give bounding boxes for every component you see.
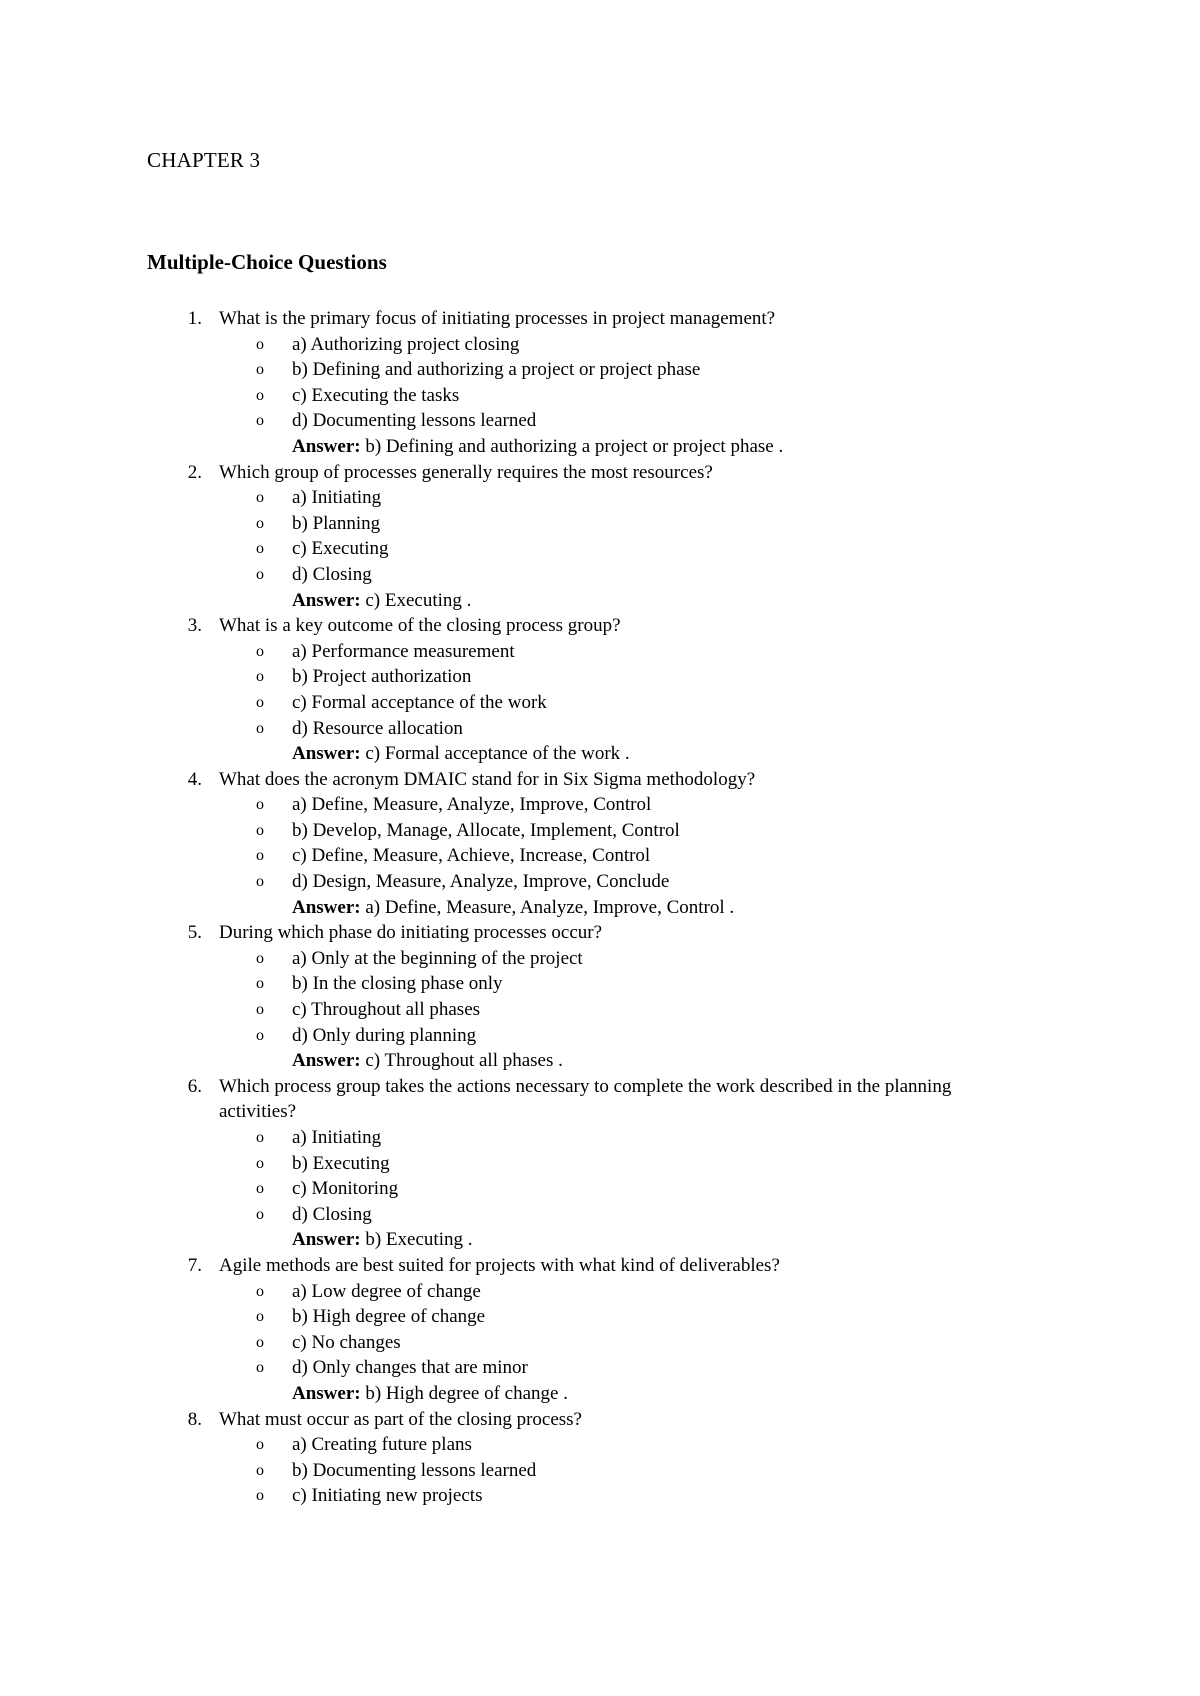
question-number: 1.	[187, 308, 202, 329]
hollow-bullet-icon: o	[256, 514, 264, 532]
option-list	[0, 792, 1200, 894]
hollow-bullet-icon: o	[256, 565, 264, 583]
option-text: c) Executing the tasks	[292, 384, 460, 406]
question-item	[0, 1407, 1200, 1509]
hollow-bullet-icon: o	[256, 1205, 264, 1223]
option-item	[0, 843, 1200, 869]
option-item	[0, 716, 1200, 742]
answer-line	[292, 588, 1200, 614]
answer-line	[292, 1048, 1200, 1074]
option-text: c) Throughout all phases	[292, 999, 481, 1021]
hollow-bullet-icon: o	[256, 1308, 264, 1326]
option-item	[0, 1355, 1200, 1381]
question-item	[0, 1074, 1200, 1253]
option-text: a) Define, Measure, Analyze, Improve, Control	[292, 794, 652, 816]
answer-text: b) High degree of change .	[360, 1382, 568, 1404]
answer-label: Answer:	[292, 896, 361, 918]
option-text: c) Monitoring	[292, 1178, 399, 1200]
hollow-bullet-icon: o	[256, 1461, 264, 1479]
chapter-title: CHAPTER 3	[147, 148, 261, 172]
option-text: b) Develop, Manage, Allocate, Implement, Control	[292, 819, 680, 841]
option-item	[0, 690, 1200, 716]
option-text: c) Define, Measure, Achieve, Increase, Control	[292, 845, 651, 867]
option-item	[0, 946, 1200, 972]
option-item	[0, 1202, 1200, 1228]
option-list	[0, 1279, 1200, 1381]
answer-line	[292, 434, 1200, 460]
question-number: 2.	[187, 461, 202, 483]
option-text: b) Planning	[292, 512, 381, 534]
hollow-bullet-icon: o	[256, 693, 264, 711]
option-item	[0, 1458, 1200, 1484]
question-text: What does the acronym DMAIC stand for in Six Sigma methodology?	[219, 768, 756, 790]
option-item	[0, 357, 1200, 383]
question-item	[0, 613, 1200, 767]
answer-text: a) Define, Measure, Analyze, Improve, Control .	[360, 896, 735, 918]
option-text: b) Documenting lessons learned	[292, 1459, 537, 1481]
option-item	[0, 562, 1200, 588]
option-item	[0, 1176, 1200, 1202]
question-text: Agile methods are best suited for projects with what kind of deliverables?	[219, 1254, 780, 1276]
hollow-bullet-icon: o	[256, 361, 264, 379]
hollow-bullet-icon: o	[256, 949, 264, 967]
hollow-bullet-icon: o	[256, 847, 264, 865]
hollow-bullet-icon: o	[256, 1436, 264, 1454]
answer-line	[292, 741, 1200, 767]
option-text: a) Performance measurement	[292, 640, 515, 662]
option-text: a) Low degree of change	[292, 1280, 481, 1302]
answer-label: Answer:	[292, 1382, 361, 1404]
option-text: a) Creating future plans	[292, 1434, 472, 1456]
option-text: b) High degree of change	[292, 1306, 486, 1328]
option-item	[0, 818, 1200, 844]
option-text: d) Design, Measure, Analyze, Improve, Conclude	[292, 871, 670, 893]
option-item	[0, 1151, 1200, 1177]
hollow-bullet-icon: o	[256, 489, 264, 507]
option-item	[0, 1432, 1200, 1458]
question-number: 8.	[187, 1408, 202, 1430]
hollow-bullet-icon: o	[256, 1487, 264, 1505]
answer-label: Answer:	[292, 1229, 361, 1251]
option-list	[0, 332, 1200, 434]
question-text: Which process group takes the actions necessary to complete the work described in the planning activities?	[219, 1075, 952, 1123]
hollow-bullet-icon: o	[256, 1154, 264, 1172]
answer-text: c) Throughout all phases .	[360, 1050, 563, 1072]
answer-label: Answer:	[292, 1050, 361, 1072]
question-item	[0, 920, 1200, 1074]
question-text: What is a key outcome of the closing process group?	[219, 615, 621, 637]
hollow-bullet-icon: o	[256, 1333, 264, 1351]
option-text: d) Documenting lessons learned	[292, 410, 537, 432]
option-text: b) Defining and authorizing a project or project phase	[292, 359, 701, 381]
option-item	[0, 792, 1200, 818]
question-number: 6.	[187, 1075, 202, 1097]
option-list	[0, 946, 1200, 1048]
hollow-bullet-icon: o	[256, 1129, 264, 1146]
question-text: Which group of processes generally requires the most resources?	[219, 461, 713, 483]
answer-line	[292, 1227, 1200, 1253]
option-text: a) Only at the beginning of the project	[292, 947, 583, 969]
question-number: 5.	[187, 922, 202, 944]
hollow-bullet-icon: o	[256, 642, 264, 660]
option-item	[0, 383, 1200, 409]
option-item	[0, 408, 1200, 434]
option-text: b) In the closing phase only	[292, 973, 503, 995]
answer-text: b) Executing .	[360, 1229, 473, 1251]
hollow-bullet-icon: o	[256, 873, 264, 891]
answer-text: c) Formal acceptance of the work .	[360, 743, 630, 765]
hollow-bullet-icon: o	[256, 1001, 264, 1019]
section-title: Multiple-Choice Questions	[147, 250, 387, 274]
hollow-bullet-icon: o	[256, 412, 264, 430]
option-item	[0, 536, 1200, 562]
question-text: What must occur as part of the closing process?	[219, 1408, 582, 1430]
hollow-bullet-icon: o	[256, 975, 264, 993]
option-item	[0, 664, 1200, 690]
option-text: c) No changes	[292, 1331, 401, 1353]
option-item	[0, 1483, 1200, 1509]
answer-line	[292, 1381, 1200, 1407]
option-item	[0, 511, 1200, 537]
option-item	[0, 639, 1200, 665]
option-text: c) Executing	[292, 538, 389, 560]
option-text: d) Only changes that are minor	[292, 1357, 528, 1379]
hollow-bullet-icon: o	[256, 719, 264, 737]
option-list	[0, 639, 1200, 741]
hollow-bullet-icon: o	[256, 1359, 264, 1377]
hollow-bullet-icon: o	[256, 796, 264, 814]
question-item	[0, 1253, 1200, 1407]
hollow-bullet-icon: o	[256, 540, 264, 558]
option-text: a) Initiating	[292, 487, 382, 509]
hollow-bullet-icon: o	[256, 821, 264, 839]
question-number: 7.	[187, 1254, 202, 1276]
option-text: d) Resource allocation	[292, 717, 463, 739]
option-item	[0, 1304, 1200, 1330]
question-item	[0, 767, 1200, 921]
answer-text: c) Executing .	[360, 589, 472, 611]
question-text: What is the primary focus of initiating processes in project management?	[219, 308, 776, 329]
answer-label: Answer:	[292, 435, 361, 457]
answer-label: Answer:	[292, 589, 361, 611]
option-text: a) Initiating	[292, 1127, 382, 1148]
option-list	[0, 1125, 1200, 1227]
answer-line	[292, 895, 1200, 921]
option-item	[0, 1023, 1200, 1049]
hollow-bullet-icon: o	[256, 668, 264, 686]
question-item	[0, 460, 1200, 614]
option-text: b) Executing	[292, 1152, 390, 1174]
answer-text: b) Defining and authorizing a project or project phase .	[360, 435, 784, 457]
option-text: c) Initiating new projects	[292, 1485, 483, 1507]
option-text: d) Closing	[292, 1203, 372, 1225]
option-item	[0, 485, 1200, 511]
option-item	[0, 1279, 1200, 1305]
question-text: During which phase do initiating processes occur?	[219, 922, 603, 944]
question-item	[0, 306, 1200, 460]
question-list	[0, 306, 1200, 1509]
option-item	[0, 332, 1200, 358]
hollow-bullet-icon: o	[256, 1180, 264, 1198]
option-item	[0, 869, 1200, 895]
option-text: b) Project authorization	[292, 666, 472, 688]
option-item	[0, 997, 1200, 1023]
option-list	[0, 1432, 1200, 1509]
option-text: d) Only during planning	[292, 1024, 477, 1046]
option-item	[0, 971, 1200, 997]
option-text: d) Closing	[292, 563, 372, 585]
option-item	[0, 1125, 1200, 1151]
answer-label: Answer:	[292, 743, 361, 765]
option-text: c) Formal acceptance of the work	[292, 691, 547, 713]
option-item	[0, 1330, 1200, 1356]
hollow-bullet-icon: o	[256, 386, 264, 404]
hollow-bullet-icon: o	[256, 335, 264, 353]
question-number: 4.	[187, 768, 202, 790]
option-list	[0, 485, 1200, 587]
question-number: 3.	[187, 615, 202, 637]
hollow-bullet-icon: o	[256, 1026, 264, 1044]
option-text: a) Authorizing project closing	[292, 333, 520, 355]
hollow-bullet-icon: o	[256, 1282, 264, 1300]
